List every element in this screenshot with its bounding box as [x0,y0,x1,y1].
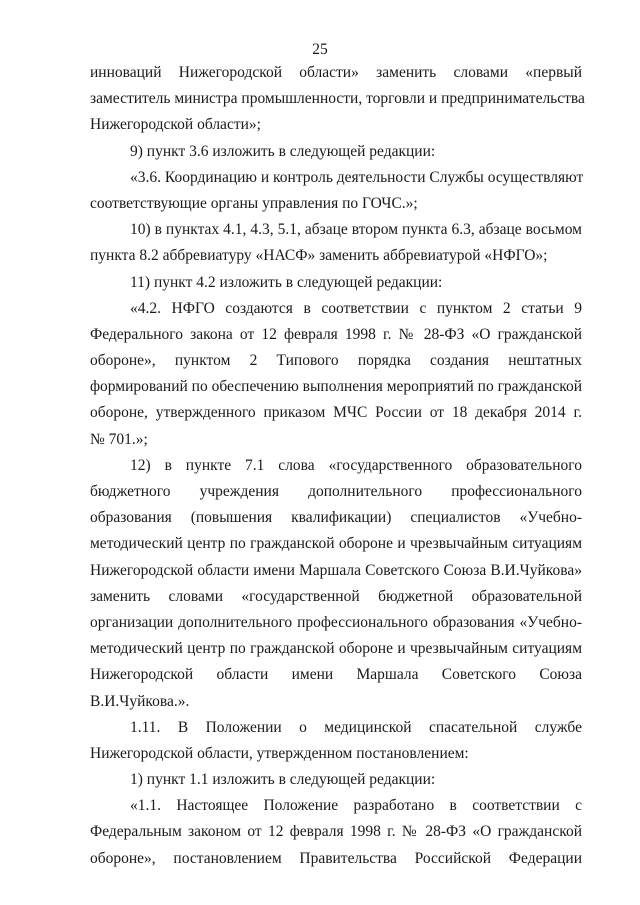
text-line: «4.2. НФГО создаются в соответствии с пунктом 2 статьи 9 [130,299,582,317]
text-line: заместитель министра промышленности, торговли и предпринимательства [90,90,585,108]
text-line: пункта 8.2 аббревиатуру «НАСФ» заменить аббревиатурой «НФГО»; [90,247,548,265]
text-line: инноваций Нижегородской области» заменить словами «первый [90,64,582,81]
text-line: бюджетного учреждения дополнительного профессионального [90,483,582,500]
text-line: Нижегородской области, утвержденном постановлением: [90,744,469,762]
text-line: «3.6. Координацию и контроль деятельности Службы осуществляют [130,168,584,186]
text-line: 9) пункт 3.6 изложить в следующей редакции: [130,142,436,160]
text-line: «1.1. Настоящее Положение разработано в соответствии с [130,797,582,815]
text-line: № 701.»; [90,430,148,448]
text-line: Нижегородской области имени Маршала Советского Союза [90,666,582,684]
text-line: обороне, утвержденного приказом МЧС России от 18 декабря 2014 г. [90,404,582,422]
text-line: Федерального закона от 12 февраля 1998 г. № 28-ФЗ «О гражданской [90,325,582,343]
text-line: образования (повышения квалификации) специалистов «Учебно- [90,509,582,527]
text-line: 1) пункт 1.1 изложить в следующей редакции: [130,771,436,789]
text-line: обороне», пунктом 2 Типового порядка создания нештатных [90,352,582,370]
text-line: Федеральным законом от 12 февраля 1998 г. № 28-ФЗ «О гражданской [90,823,582,841]
text-line: 10) в пунктах 4.1, 4.3, 5.1, абзаце втором пункта 6.3, абзаце восьмом [130,221,582,239]
text-line: Нижегородской области»; [90,116,261,134]
text-line: методический центр по гражданской обороне и чрезвычайным ситуациям [90,640,582,658]
text-line: 1.11. В Положении о медицинской спасательной службе [130,718,582,736]
text-line: 11) пункт 4.2 изложить в следующей редакции: [130,273,443,291]
text-line: В.И.Чуйкова.». [90,692,190,710]
text-line: методический центр по гражданской обороне и чрезвычайным ситуациям [90,535,582,553]
text-line: организации дополнительного профессионального образования «Учебно- [90,613,582,631]
text-line: обороне», постановлением Правительства Российской Федерации [90,849,582,867]
text-line: 12) в пункте 7.1 слова «государственного образовательного [130,456,582,474]
page-number: 25 [312,41,328,58]
text-line: формирований по обеспечению выполнения мероприятий по гражданской [90,378,582,396]
text-line: Нижегородской области имени Маршала Советского Союза В.И.Чуйкова» [90,561,582,579]
text-line: соответствующие органы управления по ГОЧС.»; [90,194,418,212]
document-body [90,60,585,872]
text-line: заменить словами «государственной бюджетной образовательной [90,587,582,605]
